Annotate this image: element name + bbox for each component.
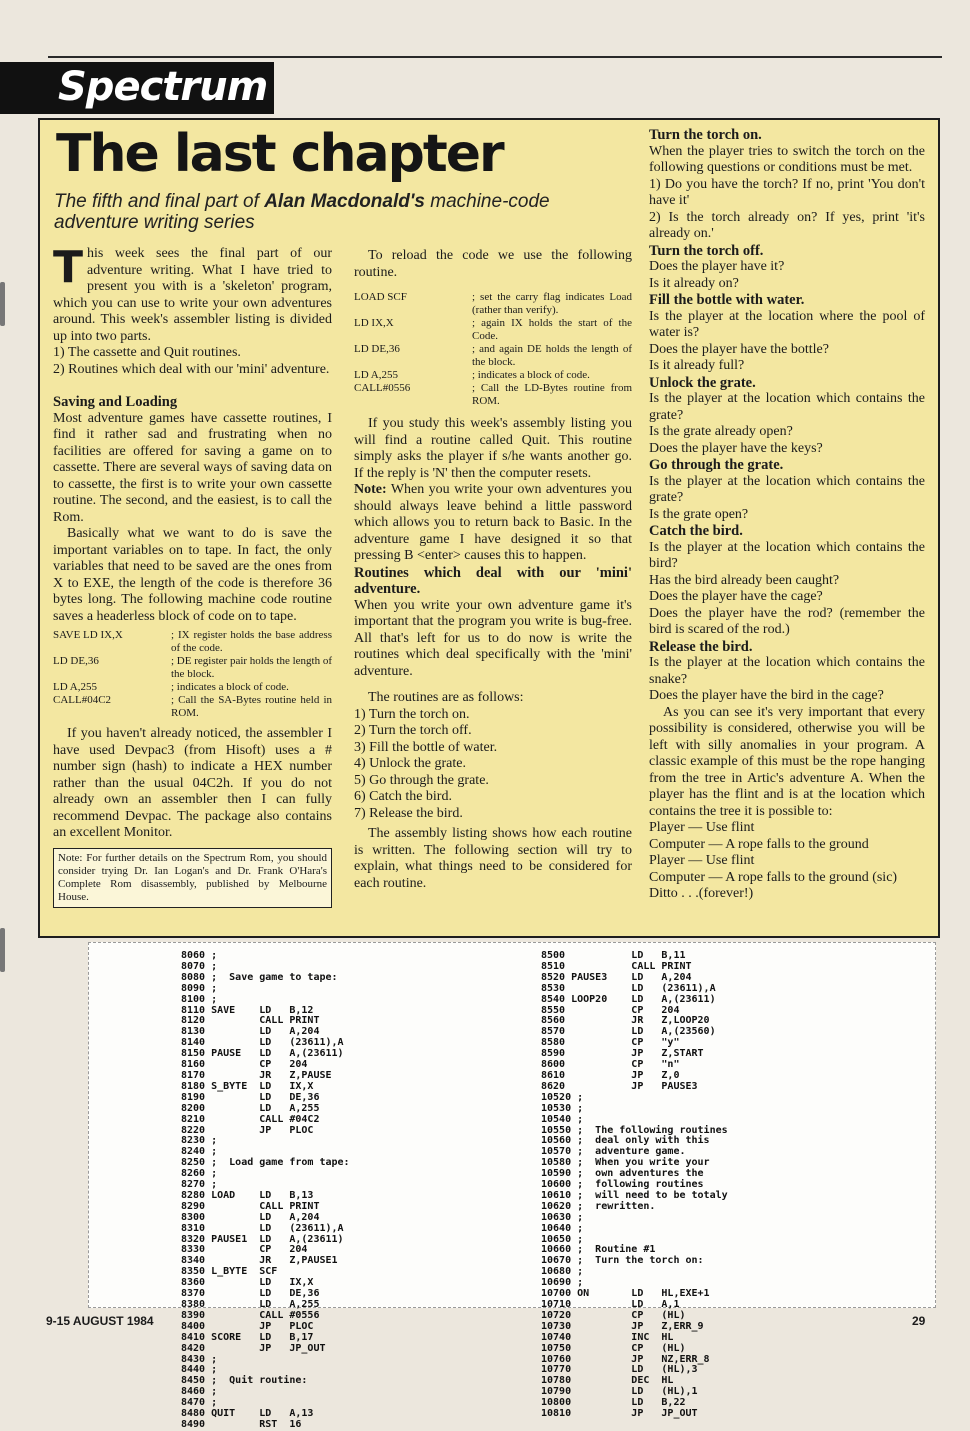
section-heading: Catch the bird. [649,523,743,539]
section-heading: Turn the torch on. [649,127,762,143]
list-item: 2) Routines which deal with our 'mini' adventure. [53,361,330,377]
list-item: 2) Turn the torch off. [354,723,472,738]
load-code-block [354,291,632,408]
author-name: Alan Macdonald's [264,191,425,212]
binder-mark [0,928,5,972]
list-item: Is it already full? [649,358,745,373]
list-item: 2) Is the torch already on? If yes, print 'it's already on.' [649,209,925,241]
list-item: 1) Do you have the torch? If no, print 'You don't have it' [649,176,925,208]
list-item: Is the player at the location which contains the grate? [649,391,925,423]
section-banner [0,62,274,114]
dialog-line: Ditto . . .(forever!) [649,886,754,901]
dialog-line: Computer — A rope falls to the ground (sic) [649,869,898,885]
list-item: Is the player at the location which contains the grate? [649,473,925,505]
article-subtitle: The fifth and final part of Alan Macdonald's machine-code adventure writing series [54,191,550,233]
list-item: 7) Release the bird. [354,805,463,821]
list-item: Has the bird already been caught? [649,572,840,588]
section-heading: Routines which deal with our 'mini' adventure. [354,564,632,597]
code-line: LD A,255 ; indicates a block of code. [354,369,590,381]
column-2 [354,248,632,892]
code-line: SAVE LD IX,X ; IX register holds the base address of the code. [53,629,332,654]
body-paragraph: To reload the code we use the following routine. [354,248,632,280]
body-paragraph: Basically what we want to do is save the important variables on to tape. In fact, the only variables that need to be saved are the ones from X to EXE, the length of the code is therefore 36 bytes long. The following machine code routine saves a headerless block of code on to tape. [53,526,332,624]
dialog-line: Player — Use flint [649,853,755,868]
body-paragraph: When you write your own adventure game it's important that the program you write is bug-free. All that's left for us to do now is write the routines which deal specifically with the 'mini' adventure. [354,597,632,679]
section-heading: Fill the bottle with water. [649,292,805,308]
body-paragraph: Most adventure games have cassette routines, I find it rather sad and frustrating when no facilities are offered for saving a game on to cassette. There are several ways of saving data on to cassette, the first is to write your own cassette routine. The second, and the easiest, is to call the Rom. [53,410,332,525]
section-label: Spectrum [58,64,268,110]
list-item: Is it already on? [649,275,739,291]
intro-paragraph: This week sees the final part of our adventure writing. What I have tried to present you with is a 'skeleton' program, which you can use to write your own adventures around. This week's assembler listing is divided up into two parts. [53,242,332,344]
save-code-block [53,629,332,720]
column-1 [53,242,332,908]
list-item: Does the player have the bottle? [649,341,829,357]
code-line: LD DE,36 ; DE register pair holds the length of the block. [53,655,332,680]
code-line: CALL#04C2 ; Call the SA-Bytes routine held in ROM. [53,694,332,719]
list-item: Does the player have the rod? (remember the bird is scared of the rod.) [649,605,925,637]
listing-left-column: 8060 ; 8070 ; 8080 ; Save game to tape: 8090 ; 8100 ; 8110 SAVE LD B,12 8120 CALL PRINT 8130 LD A,204 8140 LD (23611),A 8150 PAUSE LD A,(23611) 8160 CP 204 8170 JR Z,PAUSE 8180 S_BYTE LD IX,X 8190 LD DE,36 8200 LD A,255 8210 CALL #04C2 8220 JP PLOC 8230 ; 8240 ; 8250 ; Load game from tape: 8260 ; 8270 ; 8280 LOAD LD B,13 8290 CALL PRINT 8300 LD A,204 8310 LD (23611),A 8320 PAUSE1 LD A,(23611) 8330 CP 204 8340 JR Z,PAUSE1 8350 L_BYTE SCF 8360 LD IX,X 8370 LD DE,36 8380 LD A,255 8390 CALL #0556 8400 JP PLOC 8410 SCORE LD B,17 8420 JP JP_OUT 8430 ; 8440 ; 8450 ; Quit routine: 8460 ; 8470 ; 8480 QUIT LD A,13 8490 RST 16 [181,950,350,1430]
code-line: CALL#0556 ; Call the LD-Bytes routine from ROM. [354,382,632,407]
list-item: Does the player have the keys? [649,440,823,456]
page-title: The last chapter [56,124,503,184]
list-item: Is the player at the location where the pool of water is? [649,308,925,340]
dialog-line: Computer — A rope falls to the ground [649,836,869,852]
list-item: Is the grate open? [649,506,749,522]
drop-cap: T [53,242,84,293]
binder-mark [0,282,5,326]
section-heading: Go through the grate. [649,457,784,473]
top-rule [48,56,942,58]
list-item: 3) Fill the bottle of water. [354,739,498,755]
section-heading: Turn the torch off. [649,242,764,259]
section-heading: Release the bird. [649,638,753,655]
body-paragraph: The assembly listing shows how each routine is written. The following section will try to explain, what things need to be considered for each routine. [354,826,632,891]
listing-right-column: 8500 LD B,11 8510 CALL PRINT 8520 PAUSE3 LD A,204 8530 LD (23611),A 8540 LOOP20 LD A,(23611) 8550 CP 204 8560 JR Z,LOOP20 8570 LD A,(23560) 8580 CP "y" 8590 JP Z,START 8600 CP "n" 8610 JP Z,0 8620 JP PAUSE3 10520 ; 10530 ; 10540 ; 10550 ; The following routines 10560 ; deal only with this 10570 ; adventure game. 10580 ; When you write your 10590 ; own adventures the 10600 ; following routines 10610 ; will need to be totaly 10620 ; rewritten. 10630 ; 10640 ; 10650 ; 10660 ; Routine #1 10670 ; Turn the torch on: 10680 ; 10690 ; 10700 ON LD HL,EXE+1 10710 LD A,1 10720 CP (HL) 10730 JP Z,ERR_9 10740 INC HL 10750 CP (HL) 10760 JP NZ,ERR_8 10770 LD (HL),3 10780 DEC HL 10790 LD (HL),1 10800 LD B,22 10810 JP JP_OUT [541,950,728,1420]
code-line: LD DE,36 ; and again DE holds the length of the block. [354,343,632,368]
list-item: 6) Catch the bird. [354,789,452,804]
list-item: 1) The cassette and Quit routines. [53,345,241,360]
list-item: Is the grate already open? [649,424,793,439]
page-number: 29 [912,1314,926,1328]
list-item: 4) Unlock the grate. [354,756,466,771]
body-paragraph: Note: When you write your own adventures you should always leave behind a little password which allows you to return back to Basic. In the adventure game I have designed it so that pressing B <enter> causes this to happen. [354,482,632,563]
note-box: Note: For further details on the Spectrum Rom, you should consider trying Dr. Ian Logan's and Dr. Frank O'Hara's Complete Rom disassembly, published by Melbourne House. [53,848,332,908]
code-line: LD IX,X ; again IX holds the start of the Code. [354,317,632,342]
list-item: Is the player at the location which contains the bird? [649,539,925,571]
list-item: 1) Turn the torch on. [354,706,470,722]
list-item: 5) Go through the grate. [354,772,489,788]
body-paragraph: The routines are as follows: [368,690,524,705]
list-item: Does the player have the cage? [649,589,823,604]
list-item: Does the player have it? [649,259,785,274]
column-3 [649,127,925,903]
section-heading: Saving and Loading [53,394,178,410]
body-paragraph: As you can see it's very important that every possibility is considered, otherwise you will be left with silly anomalies in your program. A classic example of this must be the rope hanging from the tree in Artic's adventure A. When the player has the flint and is at the location which contains the tree it is possible to: [649,704,925,819]
code-line: LOAD SCF ; set the carry flag indicates Load (rather than verify). [354,291,632,316]
issue-date: 9-15 AUGUST 1984 [46,1314,154,1328]
body-paragraph: If you haven't already noticed, the assembler I have used Devpac3 (from Hisoft) uses a # number sign (hash) to indicate a HEX number rather than the usual 04C2h. If you do not already own an assembler then I can fully recommend Devpac. The package also contains an excellent Monitor. [53,726,332,840]
list-item: Is the player at the location which contains the snake? [649,655,925,687]
list-item: Does the player have the bird in the cage? [649,688,884,703]
body-paragraph: When the player tries to switch the torch on the following questions or conditions must be met. [649,143,925,175]
section-heading: Unlock the grate. [649,374,756,391]
code-line: LD A,255 ; indicates a block of code. [53,681,289,693]
dialog-line: Player — Use flint [649,820,755,835]
body-paragraph: If you study this week's assembly listing you will find a routine called Quit. This routine simply asks the player if s/he wants another go. If the reply is 'N' then the computer resets. [354,416,632,481]
